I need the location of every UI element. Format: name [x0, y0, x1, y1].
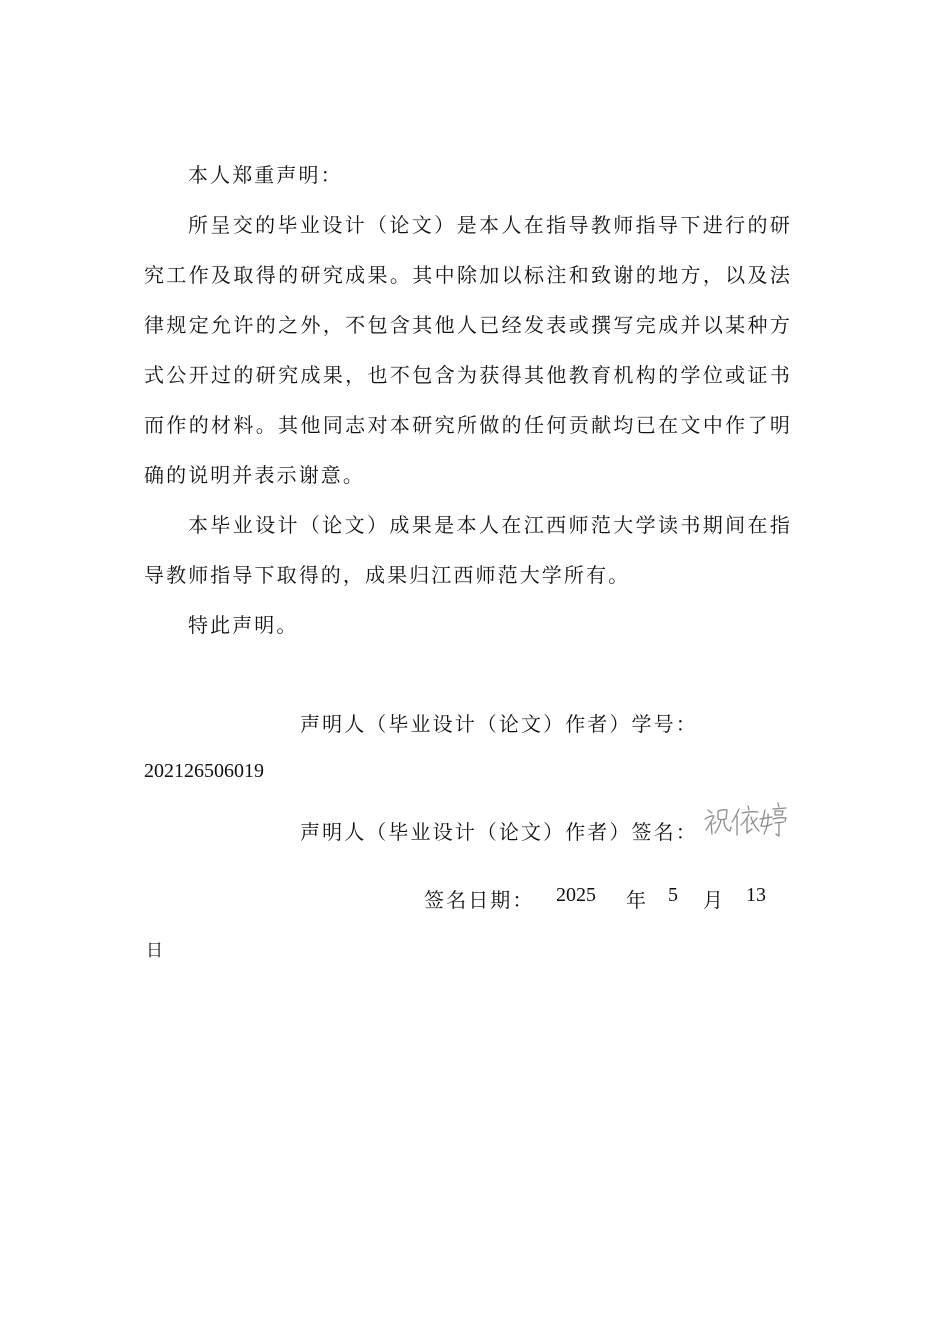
sign-date-month: 5 [668, 884, 678, 906]
student-id-label: 声明人（毕业设计（论文）作者）学号： [300, 712, 698, 736]
sign-date-day: 13 [746, 884, 766, 906]
declaration-closing: 特此声明。 [188, 613, 299, 637]
sign-date-year: 2025 [556, 884, 596, 906]
declaration-paragraph-ownership: 本毕业设计（论文）成果是本人在江西师范大学读书期间在指导教师指导下取得的，成果归江西师范大学所有。 [144, 513, 792, 587]
declaration-paragraph-originality: 所呈交的毕业设计（论文）是本人在指导教师指导下进行的研究工作及取得的研究成果。其中除加以标注和致谢的地方，以及法律规定允许的之外，不包含其他人已经发表或撰写完成并以某种方式公开过的研究成果，也不包含为获得其他教育机构的学位或证书而作的材料。其他同志对本研究所做的任何贡献均已在文中作了明确的说明并表示谢意。 [144, 213, 792, 487]
sign-date-month-unit: 月 [703, 888, 726, 912]
signature-label: 声明人（毕业设计（论文）作者）签名： [300, 820, 698, 844]
student-id-value: 202126506019 [144, 760, 264, 782]
sign-date-day-unit: 日 [146, 941, 166, 961]
sign-date-label: 签名日期： [424, 888, 535, 912]
declaration-intro: 本人郑重声明： [188, 163, 343, 187]
sign-date-year-unit: 年 [626, 888, 649, 912]
declaration-body [144, 150, 792, 650]
handwritten-signature [702, 800, 788, 842]
